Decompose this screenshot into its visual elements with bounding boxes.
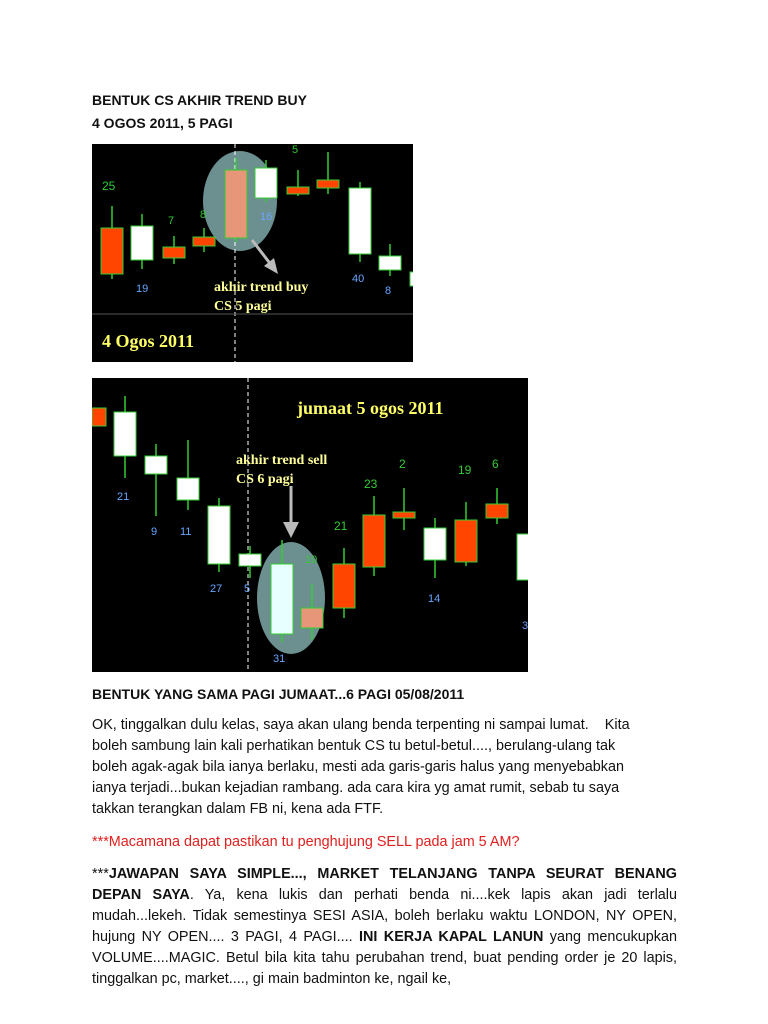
candle — [92, 408, 106, 426]
title: BENTUK CS AKHIR TREND BUY — [92, 92, 307, 108]
chart-label: 5 — [244, 583, 251, 595]
chart-label: 9 — [151, 526, 158, 538]
chart-label: 5 — [292, 144, 299, 156]
chart-label: 8 — [385, 285, 392, 297]
candle — [287, 170, 309, 196]
chart-label: 11 — [180, 526, 192, 538]
answer-text-1: . Ya, kena lukis dan perhati benda ni....kek lapis akan jadi terlalu mudah...lekeh. Tidak semestinya SESI ASIA, boleh berlaku waktu LONDON, NY OPEN, hujung NY OPEN.... 3 PAGI, 4 PAGI.... — [92, 887, 677, 945]
chart-label: 14 — [428, 593, 441, 605]
candle — [145, 444, 167, 516]
candle — [486, 488, 508, 524]
chart-label: 7 — [168, 215, 175, 227]
candle — [379, 244, 401, 276]
paragraph-line: boleh sambung lain kali perhatikan bentuk CS tu betul-betul...., berulang-ulang tak — [92, 738, 616, 754]
chart-label: 23 — [364, 477, 378, 491]
chart1-svg — [92, 144, 413, 362]
chart-label: 19 — [458, 463, 472, 477]
question-text: ***Macamana dapat pastikan tu penghujung SELL pada jam 5 AM? — [92, 834, 520, 850]
candle — [225, 158, 247, 242]
candle — [455, 502, 477, 566]
candle — [114, 396, 136, 478]
chart-label: 8 — [200, 209, 207, 221]
candle — [333, 548, 355, 618]
candle — [393, 488, 415, 530]
annotation-line1: akhir trend buy — [214, 280, 309, 295]
chart-label: 27 — [210, 583, 223, 595]
annotation-line2: CS 5 pagi — [214, 299, 272, 314]
chart-caption: jumaat 5 ogos 2011 — [297, 398, 444, 418]
arrow-icon — [252, 240, 278, 274]
chart-label: 6 — [492, 457, 499, 471]
annotation-line1: akhir trend sell — [236, 453, 328, 468]
candle — [239, 546, 261, 578]
chart-label: 21 — [117, 491, 130, 503]
candle — [208, 498, 230, 572]
chart-label: 16 — [260, 211, 273, 223]
chart-label: 2 — [399, 457, 406, 471]
paragraph-line: ianya terjadi...bukan kejadian rambang. ada cara kira yg amat rumit, sebab tu saya — [92, 780, 620, 796]
candle — [163, 236, 185, 264]
answer-paragraph — [92, 864, 677, 990]
candle — [363, 496, 385, 576]
date-line: 4 OGOS 2011, 5 PAGI — [92, 115, 233, 131]
paragraph-line: takkan terangkan dalam FB ni, kena ada FTF. — [92, 801, 384, 817]
chart-jumaat-5-ogos — [92, 378, 528, 672]
section-title: BENTUK YANG SAMA PAGI JUMAAT...6 PAGI 05/08/2011 — [92, 686, 465, 702]
candle — [177, 440, 199, 510]
annotation-line2: CS 6 pagi — [236, 472, 294, 487]
chart-label: 21 — [334, 519, 348, 533]
answer-bold-1: JAWAPAN SAYA SIMPLE..., MARKET TELANJANG TANPA SEURAT BENANG DEPAN SAYA — [92, 866, 677, 903]
candle — [131, 214, 153, 269]
chart-label: 3 — [522, 620, 528, 632]
chart2-svg — [92, 378, 528, 672]
answer-bold-2: INI KERJA KAPAL LANUN — [359, 929, 544, 945]
candle — [349, 182, 371, 262]
candle — [424, 518, 446, 578]
chart-4-ogos — [92, 144, 413, 362]
paragraph-line: boleh agak-agak bila ianya berlaku, mesti ada garis-garis halus yang menyebabkan — [92, 759, 624, 775]
candle — [317, 152, 339, 194]
candle — [410, 272, 413, 286]
paragraph-line: OK, tinggalkan dulu kelas, saya akan ulang benda terpenting ni sampai lumat. Kita — [92, 717, 630, 733]
answer-text-2: yang mencukupkan VOLUME....MAGIC. Betul bila kita tahu perubahan trend, buat pending order je 20 lapis, tinggalkan pc, market...., gi main badminton ke, ngail ke, — [92, 929, 677, 987]
arrow-icon — [283, 486, 299, 538]
candle — [517, 534, 528, 580]
chart-label: 10 — [305, 554, 318, 566]
candle — [101, 206, 123, 279]
chart-label: 25 — [102, 179, 116, 193]
answer-prefix: *** — [92, 866, 109, 882]
paragraph-1 — [92, 715, 677, 820]
chart-caption: 4 Ogos 2011 — [102, 331, 195, 351]
chart-label: 19 — [136, 283, 149, 295]
chart-label: 31 — [273, 653, 286, 665]
chart-label: 40 — [352, 273, 365, 285]
